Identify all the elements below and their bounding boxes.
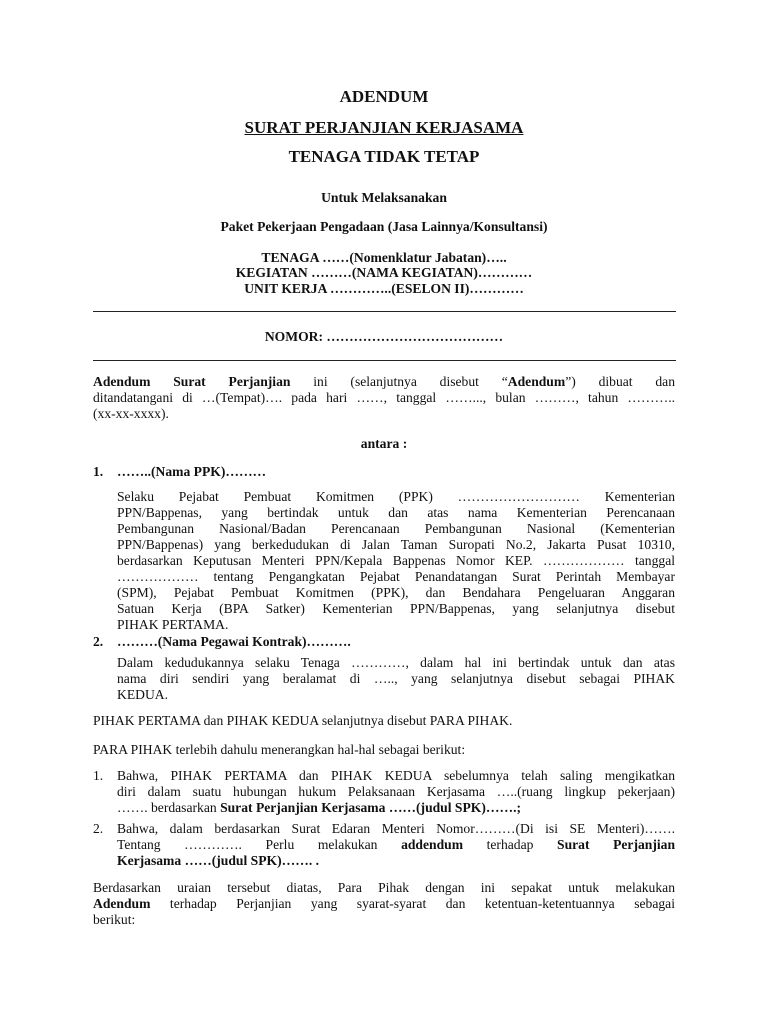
text-run: Bahwa, dalam berdasarkan Surat Edaran Menteri Nomor………(Di isi SE Menteri)……. xyxy=(117,821,675,836)
text-run: Kerjasama ……(judul SPK)……. . xyxy=(117,853,320,868)
text-line xyxy=(93,436,675,452)
text-run: ini (selanjutnya disebut “ xyxy=(290,374,508,389)
kegiatan-line: KEGIATAN ………(NAMA KEGIATAN)………… xyxy=(235,265,533,280)
text-line xyxy=(93,601,675,617)
text-line xyxy=(93,837,675,853)
text-line xyxy=(93,406,675,422)
recitals-intro xyxy=(93,742,675,758)
text-run: berikut: xyxy=(93,912,136,927)
text-run: Satuan Kerja (BPA Satker) Kementerian PPN/Bappenas, yang selanjutnya disebut xyxy=(117,601,675,616)
text-run: Selaku Pejabat Pembuat Komitmen (PPK) ……………………… Kementerian xyxy=(117,489,675,504)
text-run: (xx-xx-xxxx). xyxy=(93,406,169,421)
text-line xyxy=(93,880,675,896)
text-line xyxy=(93,687,675,703)
party-1-description xyxy=(93,489,675,633)
recital-2 xyxy=(93,821,675,869)
text-line xyxy=(93,655,675,671)
text-run: ……. berdasarkan xyxy=(117,800,221,815)
text-line xyxy=(93,784,675,800)
list-number: 1. xyxy=(93,768,104,783)
text-line xyxy=(93,464,675,480)
text-run: Dalam kedudukannya selaku Tenaga …………, dalam hal ini bertindak untuk dan atas xyxy=(117,655,675,670)
text-run: ditandatangani di …(Tempat)…. pada hari ……, tanggal ……..., bulan ………, tahun ……….. xyxy=(93,390,675,405)
text-run: Surat Perjanjian xyxy=(557,837,675,852)
party-1-name xyxy=(93,464,675,480)
text-line xyxy=(93,505,675,521)
party-2-description xyxy=(93,655,675,703)
text-line xyxy=(93,821,675,837)
nomor-line: NOMOR: ………………………………… xyxy=(264,329,504,344)
text-line xyxy=(93,742,675,758)
opening-paragraph xyxy=(93,374,675,422)
text-line xyxy=(93,521,675,537)
text-line xyxy=(93,390,675,406)
para-pihak-statement xyxy=(93,713,675,729)
text-run: diri dalam suatu hubungan hukum Pelaksanaan Kerjasama …..(ruang lingkup pekerjaan) xyxy=(117,784,675,799)
text-run: ……..(Nama PPK)……… xyxy=(117,464,267,479)
party-2-name xyxy=(93,634,675,650)
text-line xyxy=(93,537,675,553)
package-heading: Paket Pekerjaan Pengadaan (Jasa Lainnya/Konsultansi) xyxy=(220,219,548,234)
text-line xyxy=(93,853,675,869)
text-run: addendum xyxy=(401,837,464,852)
text-line xyxy=(93,800,675,816)
text-run: Adendum xyxy=(507,374,566,389)
text-line xyxy=(93,768,675,784)
text-run: KEDUA. xyxy=(117,687,168,702)
text-run: PIHAK PERTAMA. xyxy=(117,617,229,632)
document-title: ADENDUM xyxy=(339,87,429,106)
text-line xyxy=(93,671,675,687)
text-line xyxy=(93,489,675,505)
closing-paragraph xyxy=(93,880,675,928)
recital-1 xyxy=(93,768,675,816)
text-run: Adendum xyxy=(93,896,151,911)
text-run: berdasarkan Keputusan Menteri PPN/Kepala Bappenas Nomor KEP. ……………… tanggal xyxy=(117,553,675,568)
text-run: Adendum Surat Perjanjian xyxy=(93,374,291,389)
text-run: Tentang …………. Perlu melakukan xyxy=(117,837,402,852)
text-run: (SPM), Pejabat Pembuat Komitmen (PPK), dan Bendahara Pengeluaran Anggaran xyxy=(117,585,675,600)
text-run: nama diri sendiri yang beralamat di ….., yang selanjutnya disebut sebagai PIHAK xyxy=(117,671,675,686)
text-run: terhadap Perjanjian yang syarat-syarat dan ketentuan-ketentuannya sebagai xyxy=(150,896,675,911)
text-line xyxy=(93,553,675,569)
document-subtitle: SURAT PERJANJIAN KERJASAMA xyxy=(244,118,524,137)
text-line xyxy=(93,585,675,601)
text-line xyxy=(93,617,675,633)
text-run: PPN/Bappenas, yang bertindak untuk dan atas nama Kementerian Perencanaan xyxy=(117,505,675,520)
text-line xyxy=(93,912,675,928)
tenaga-line: TENAGA ……(Nomenklatur Jabatan)….. xyxy=(261,250,507,265)
divider-top xyxy=(93,311,676,312)
list-number: 2. xyxy=(93,634,104,649)
text-run: ………(Nama Pegawai Kontrak)………. xyxy=(117,634,351,649)
document-subtitle-2: TENAGA TIDAK TETAP xyxy=(288,147,480,166)
list-number: 2. xyxy=(93,821,104,836)
text-line xyxy=(93,713,675,729)
text-run: Berdasarkan uraian tersebut diatas, Para Pihak dengan ini sepakat untuk melakukan xyxy=(93,880,675,895)
text-run: ”) dibuat dan xyxy=(565,374,675,389)
text-run: PIHAK PERTAMA dan PIHAK KEDUA selanjutnya disebut PARA PIHAK. xyxy=(93,713,513,728)
divider-bottom xyxy=(93,360,676,361)
text-run: terhadap xyxy=(463,837,558,852)
antara-heading xyxy=(93,436,675,452)
text-line xyxy=(93,569,675,585)
text-run: PPN/Bappenas) yang berkedudukan di Jalan Taman Suropati No.2, Jakarta Pusat 10310, xyxy=(117,537,675,552)
text-run: antara : xyxy=(360,436,408,451)
text-run: PARA PIHAK terlebih dahulu menerangkan hal-hal sebagai berikut: xyxy=(93,742,466,757)
text-run: Pembangunan Nasional/Badan Perencanaan Pembangunan Nasional (Kementerian xyxy=(117,521,675,536)
text-line xyxy=(93,896,675,912)
text-run: Bahwa, PIHAK PERTAMA dan PIHAK KEDUA sebelumnya telah saling mengikatkan xyxy=(117,768,675,783)
purpose-heading: Untuk Melaksanakan xyxy=(321,190,447,205)
text-run: Surat Perjanjian Kerjasama ……(judul SPK)…….; xyxy=(220,800,521,815)
text-run: ……………… tentang Pengangkatan Pejabat Penandatangan Surat Perintah Membayar xyxy=(117,569,675,584)
unit-kerja-line: UNIT KERJA …………..(ESELON II)………… xyxy=(244,281,524,296)
text-line xyxy=(93,374,675,390)
list-number: 1. xyxy=(93,464,104,479)
text-line xyxy=(93,634,675,650)
